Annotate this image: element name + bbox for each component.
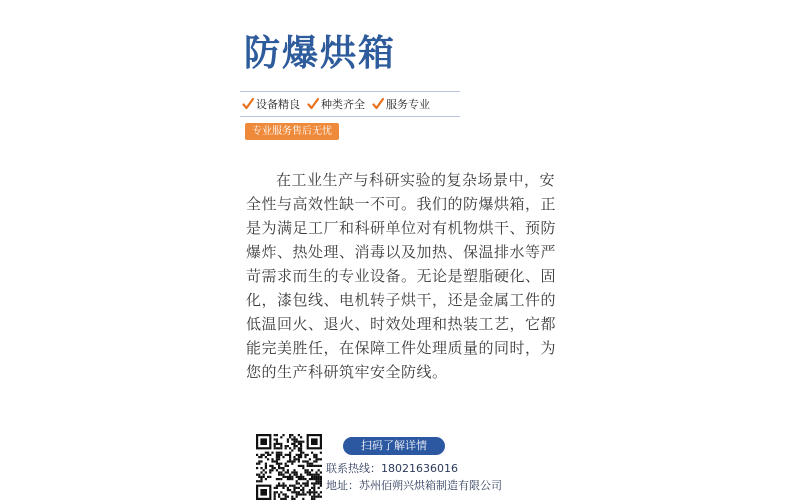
page-title: 防爆烘箱 bbox=[244, 33, 397, 74]
check-icon bbox=[372, 97, 384, 111]
contact-address: 地址：苏州佰朔兴烘箱制造有限公司 bbox=[326, 479, 502, 492]
feature-label: 设备精良 bbox=[256, 98, 300, 111]
contact-phone: 联系热线：18021636016 bbox=[326, 462, 458, 475]
feature-label: 种类齐全 bbox=[321, 98, 365, 111]
feature-list bbox=[242, 94, 437, 114]
product-card bbox=[240, 0, 560, 500]
scan-for-details-button[interactable]: 扫码了解详情 bbox=[343, 437, 445, 455]
description-text: 在工业生产与科研实验的复杂场景中，安全性与高效性缺一不可。我们的防爆烘箱，正是为满足工厂和科研单位对有机物烘干、预防爆炸、热处理、消毒以及加热、保温排水等严苛需求而生的专业设备。无论是塑脂硬化、固化，漆包线、电机转子烘干，还是金属工件的低温回火、退火、时效处理和热装工艺，它都能完美胜任，在保障工件处理质量的同时，为您的生产科研筑牢安全防线。 bbox=[246, 171, 557, 381]
service-badge: 专业服务售后无忧 bbox=[245, 123, 339, 140]
qr-code-icon[interactable] bbox=[256, 434, 322, 500]
feature-label: 服务专业 bbox=[386, 98, 430, 111]
feature-item bbox=[242, 96, 300, 112]
feature-item bbox=[307, 96, 365, 112]
check-icon bbox=[307, 97, 319, 111]
divider-top bbox=[240, 91, 460, 92]
feature-item bbox=[372, 96, 430, 112]
divider-bottom bbox=[240, 116, 460, 117]
check-icon bbox=[242, 97, 254, 111]
